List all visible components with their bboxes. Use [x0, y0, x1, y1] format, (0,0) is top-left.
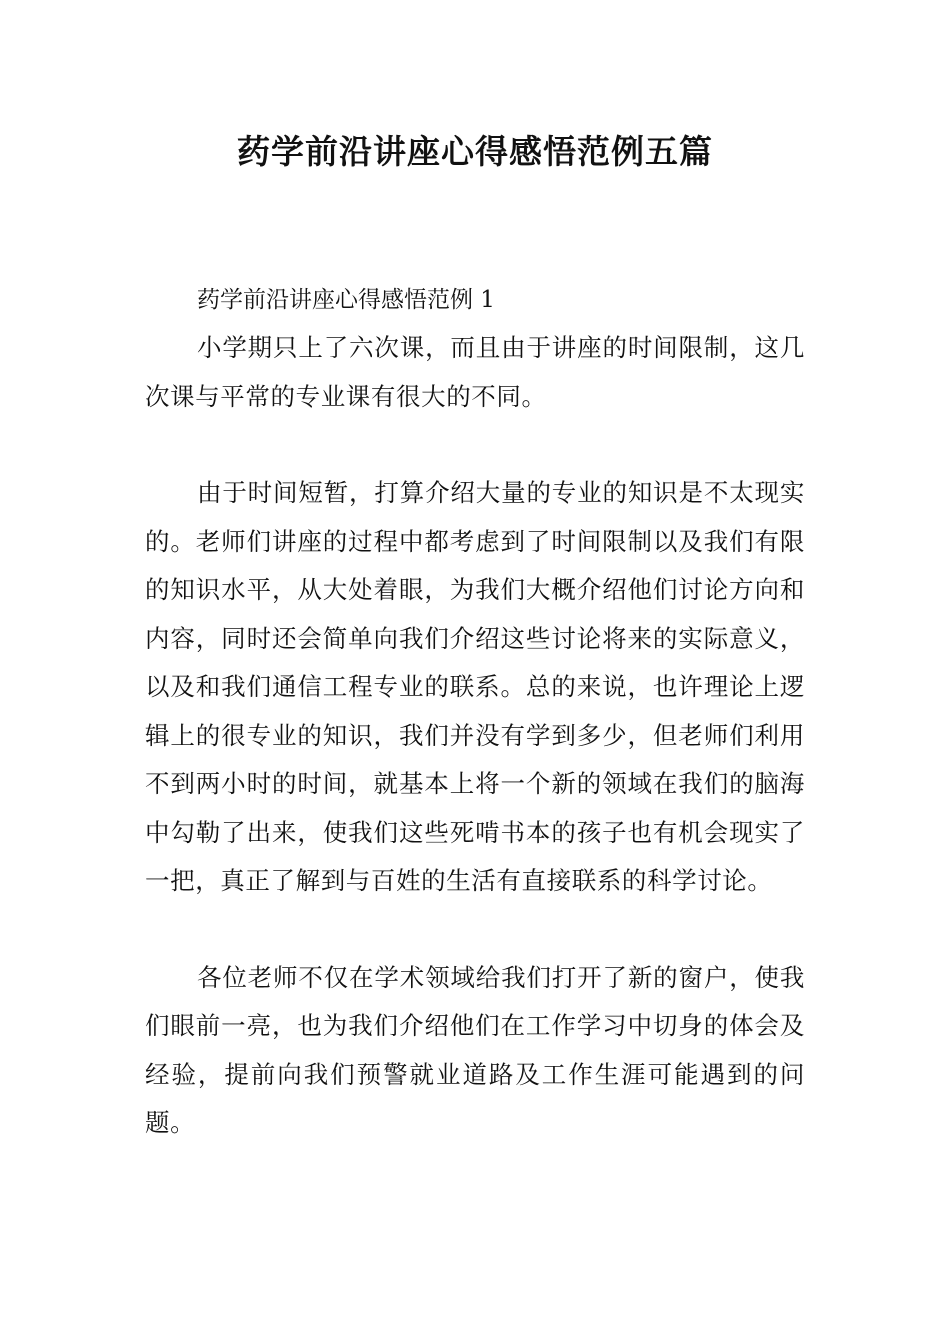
paragraph-3: 各位老师不仅在学术领域给我们打开了新的窗户，使我们眼前一亮，也为我们介绍他们在工作学习中切身的体会及经验，提前向我们预警就业道路及工作生涯可能遇到的问题。 [145, 962, 805, 1137]
document-title: 药学前沿讲座心得感悟范例五篇 [237, 132, 713, 171]
paragraph-1: 小学期只上了六次课，而且由于讲座的时间限制，这几次课与平常的专业课有很大的不同。 [145, 333, 805, 411]
paragraph-2: 由于时间短暂，打算介绍大量的专业的知识是不太现实的。老师们讲座的过程中都考虑到了时间限制以及我们有限的知识水平，从大处着眼，为我们大概介绍他们讨论方向和内容，同时还会简单向我们介绍这些讨论将来的实际意义，以及和我们通信工程专业的联系。总的来说，也许理论上逻辑上的很专业的知识，我们并没有学到多少，但老师们利用不到两小时的时间，就基本上将一个新的领域在我们的脑海中勾勒了出来，使我们这些死啃书本的孩子也有机会现实了一把，真正了解到与百姓的生活有直接联系的科学讨论。 [145, 478, 805, 895]
document-body [145, 276, 805, 1148]
section-heading: 药学前沿讲座心得感悟范例 1 [197, 287, 495, 313]
